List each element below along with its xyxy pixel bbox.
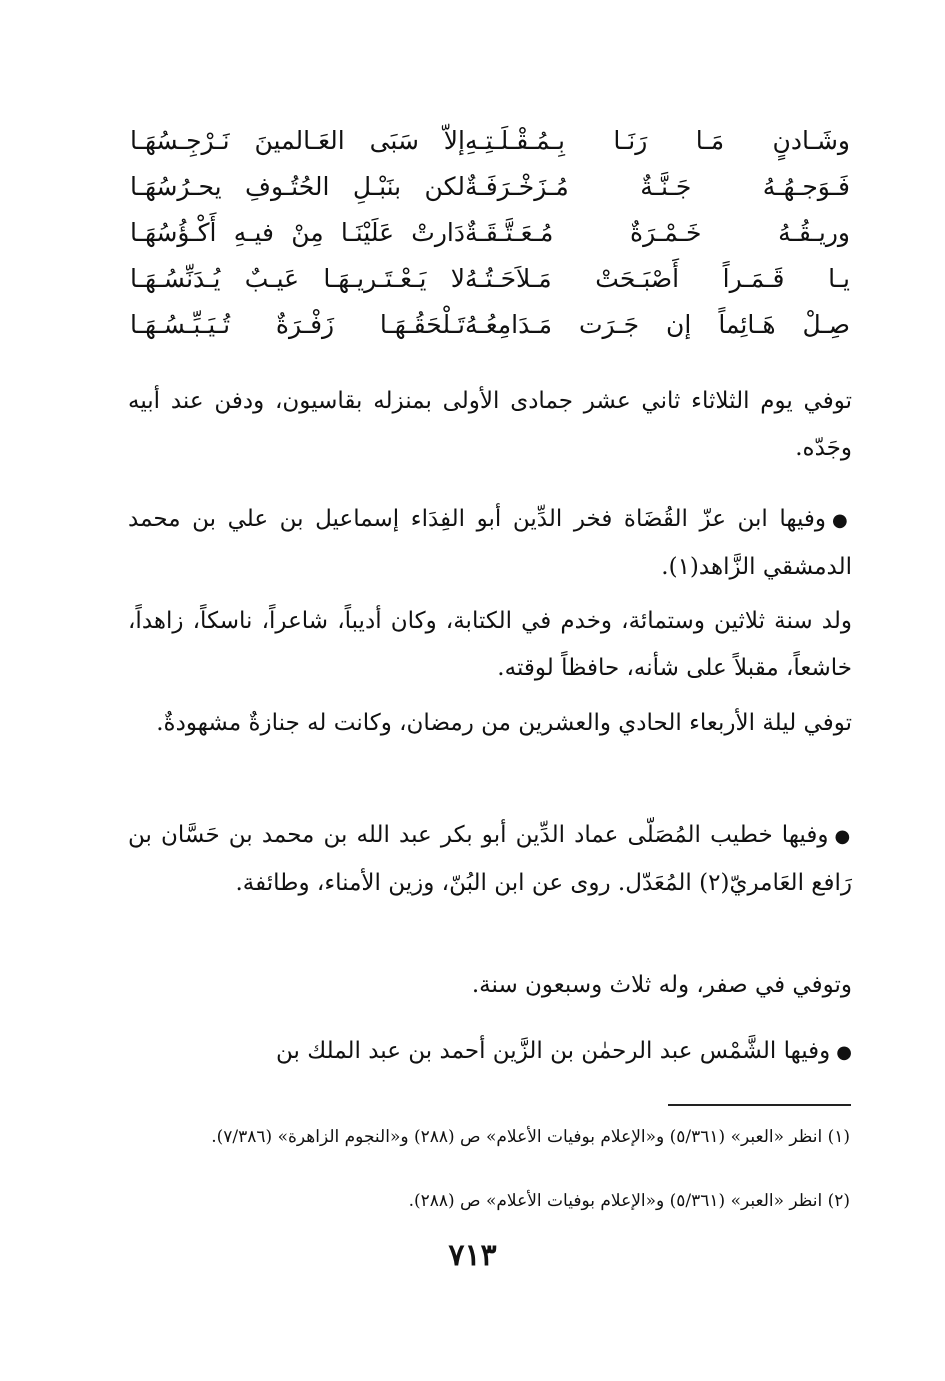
verse-4: [130, 256, 850, 302]
paragraph-death-date: [128, 378, 852, 472]
footnote-2: (٢) انظر «العبر» (٥/٣٦١) و«الإعلام بوفيات الأعلام» ص (٢٨٨).: [408, 1191, 850, 1211]
verse-1: [130, 118, 850, 164]
paragraph-text: ولد سنة ثلاثين وستمائة، وخدم في الكتابة، وكان أديباً، شاعراً، ناسكاً، زاهداً، خاشعاً، مقبلاً على شأنه، حافظاً لوقته.: [128, 608, 852, 681]
page-number: ٧١٣: [448, 1238, 497, 1273]
verse-second-hemistich: لا يَـعْـتَـريـهَـا عَيـبٌ يُـدَنِّسُـهَـا: [130, 264, 465, 293]
verse-second-hemistich: لكن بنَبْـلِ الحُتُـوفِ يحـرُسُهَـا: [130, 172, 465, 201]
footnote-separator: [668, 1104, 851, 1106]
bullet-icon: ●: [836, 1042, 852, 1063]
verse-second-hemistich: إلاّ سَبَى العَـالمينَ نَـرْجِـسُهَـا: [130, 126, 465, 155]
paragraph-text: توفي يوم الثلاثاء ثاني عشر جمادى الأولى بمنزله بقاسيون، ودفن عند أبيه وجَدّه.: [128, 388, 852, 461]
paragraph-line: [128, 496, 852, 591]
paragraph-line: [128, 812, 852, 907]
paragraph-death-ramadan: [128, 700, 852, 747]
entry-shams-abdulrahman: [128, 1028, 852, 1076]
bullet-icon: ●: [834, 826, 852, 847]
poem: [130, 118, 850, 348]
verse-first-hemistich: يـا قَـمَـراً أَصْبَـحَتْ مَـلاَحَـتُـهُ: [465, 264, 850, 293]
paragraph-line: [128, 1028, 852, 1076]
paragraph-death-safar: [128, 962, 852, 1009]
footnote-1: (١) انظر «العبر» (٥/٣٦١) و«الإعلام بوفيات الأعلام» ص (٢٨٨) و«النجوم الزاهرة» (٧/٣٨٦).: [211, 1127, 850, 1147]
verse-2: [130, 164, 850, 210]
verse-5: [130, 302, 850, 348]
verse-first-hemistich: صِـلْ هَـائِماً إن جَـرَت مَـدَامِعُـهُ: [465, 310, 850, 339]
paragraph-text: توفي ليلة الأربعاء الحادي والعشرين من رمضان، وكانت له جنازةٌ مشهودةٌ.: [156, 710, 852, 736]
verse-second-hemistich: تَـلْحَقُـهَـا زَفْـرَةٌ تُـيَـبِّـسُـهَـا: [130, 310, 465, 339]
verse-second-hemistich: دَارتْ عَلَيْنَـا مِنْ فيـهِ أَكْـؤُسُهَـا: [130, 218, 465, 247]
verse-3: [130, 210, 850, 256]
verse-first-hemistich: فَـوَجـهُـهُ جَـنَّـةٌ مُـزَخْـرَفَـةٌ: [465, 172, 850, 201]
entry-khatib-almusalla: [128, 812, 852, 907]
paragraph-text: وفيها خطيب المُصَلّى عماد الدِّين أبو بكر عبد الله بن محمد بن حَسَّان بن رَافع العَامريّ(٢) المُعَدّل. روى عن ابن البُنّ، وزين الأمناء، وطائفة.: [128, 822, 852, 896]
verse-first-hemistich: وشَـادنٍ مَـا رَنَـا بِـمُـقْـلَـتِـهِ: [465, 126, 850, 155]
paragraph-birth: [128, 598, 852, 692]
paragraph-text: وفيها الشَّمْس عبد الرحمٰن بن الزَّين أحمد بن عبد الملك بن: [276, 1038, 831, 1064]
entry-ibn-izz-alqudat: [128, 496, 852, 591]
paragraph-text: وفيها ابن عزّ القُضَاة فخر الدِّين أبو الفِدَاء إسماعيل بن علي بن محمد الدمشقي الزَّاهد(١).: [128, 506, 852, 580]
paragraph-text: وتوفي في صفر، وله ثلاث وسبعون سنة.: [471, 972, 852, 998]
bullet-icon: ●: [832, 510, 852, 531]
verse-first-hemistich: وريـقُـهُ خَـمْـرَةٌ مُـعَـتَّـقَـةٌ: [465, 218, 850, 247]
